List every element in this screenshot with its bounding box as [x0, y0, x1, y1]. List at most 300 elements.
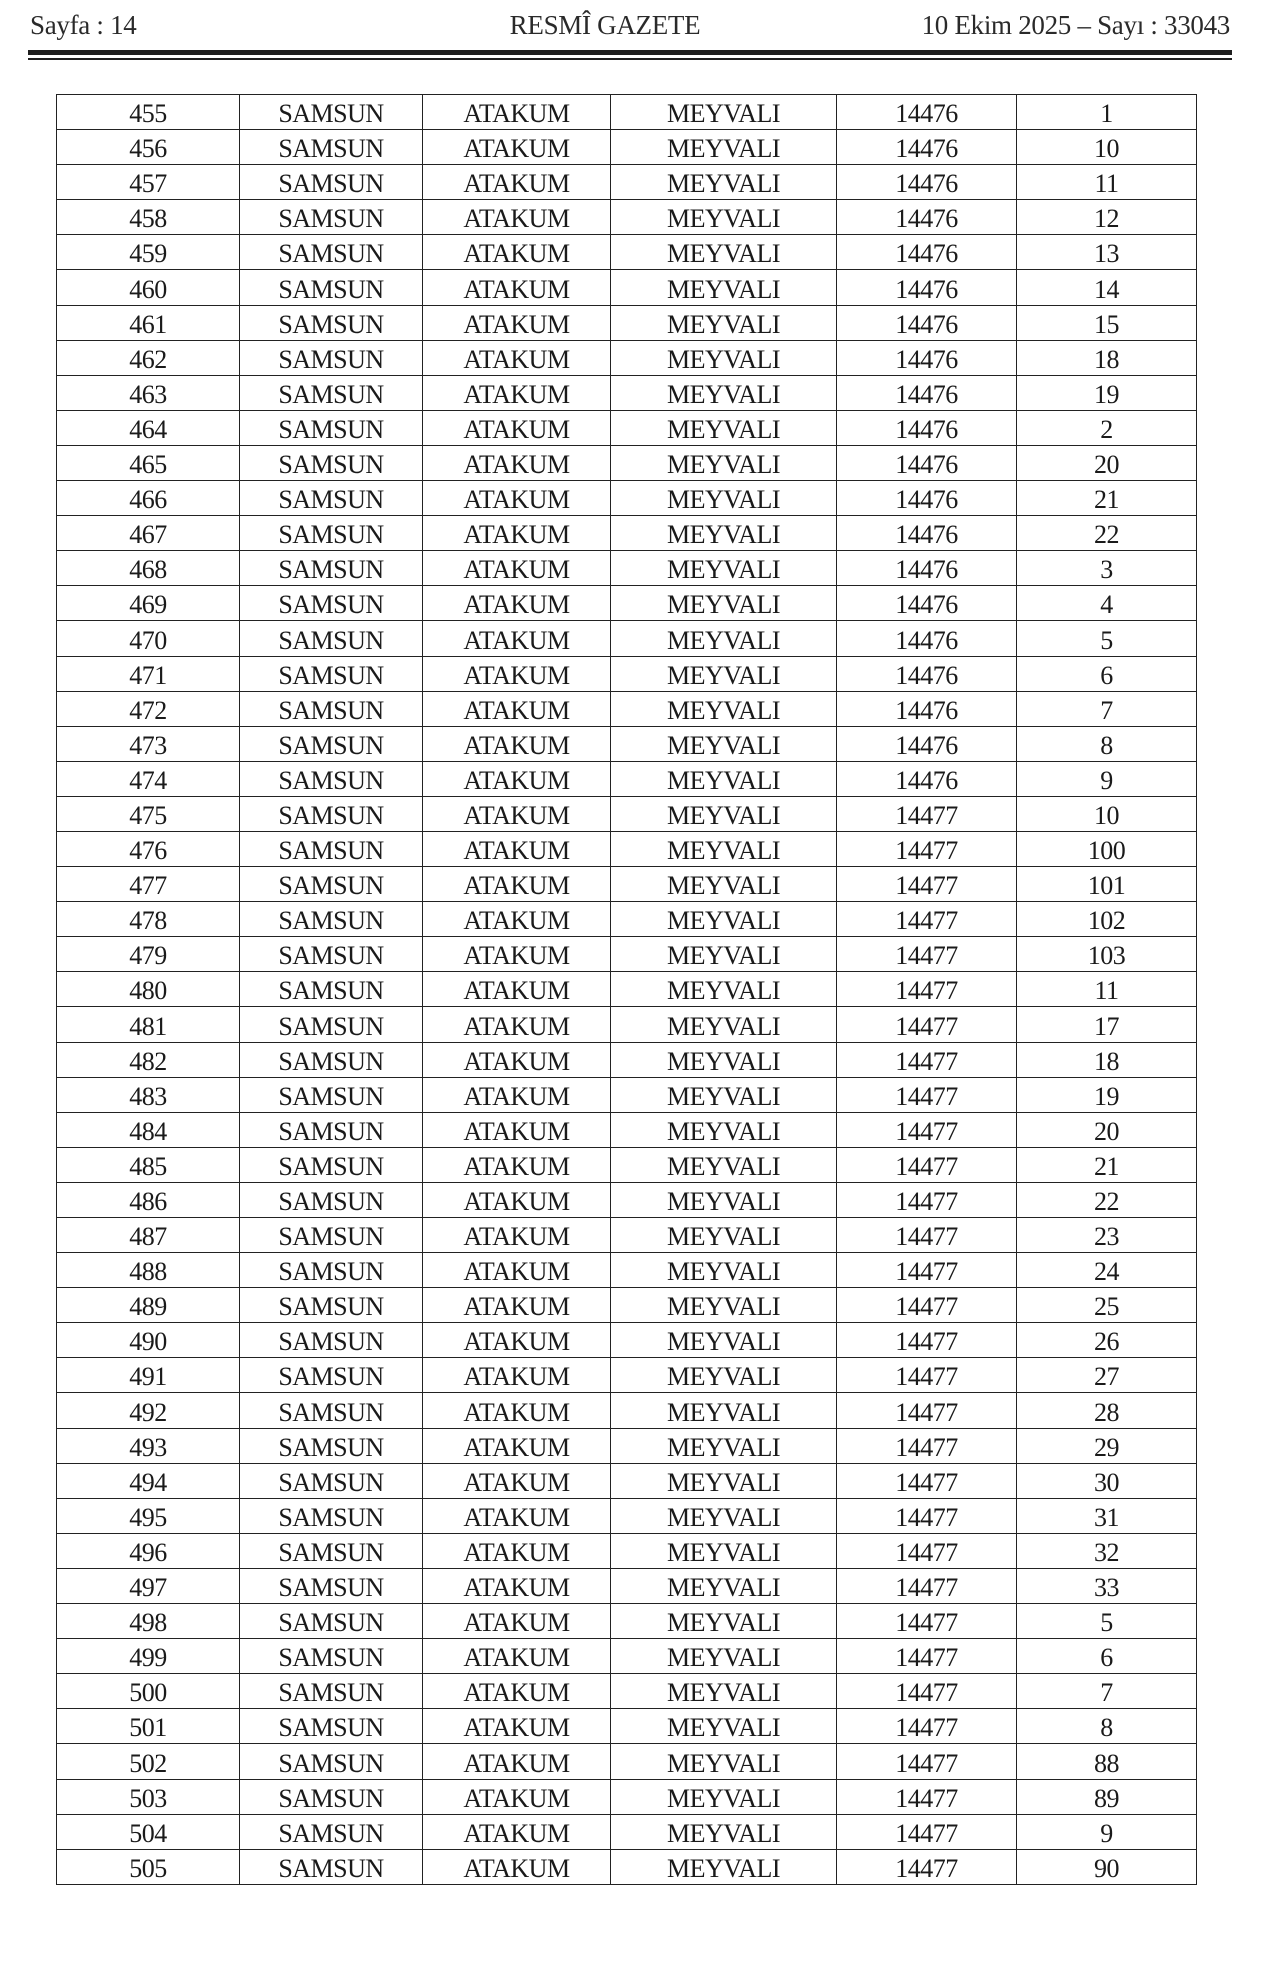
- parcel-number-cell: 18: [1017, 1042, 1197, 1077]
- neighborhood-cell: MEYVALI: [611, 410, 837, 445]
- table-row: [57, 1077, 1197, 1112]
- row-number-cell: 457: [57, 165, 240, 200]
- province-cell: SAMSUN: [240, 270, 423, 305]
- block-number-cell: 14477: [837, 1147, 1017, 1182]
- parcel-number-cell: 101: [1017, 867, 1197, 902]
- block-number-cell: 14476: [837, 410, 1017, 445]
- parcel-number-cell: 9: [1017, 1814, 1197, 1849]
- neighborhood-cell: MEYVALI: [611, 1533, 837, 1568]
- block-number-cell: 14477: [837, 1042, 1017, 1077]
- neighborhood-cell: MEYVALI: [611, 656, 837, 691]
- block-number-cell: 14477: [837, 1182, 1017, 1217]
- parcel-number-cell: 11: [1017, 165, 1197, 200]
- block-number-cell: 14476: [837, 656, 1017, 691]
- table-row: [57, 796, 1197, 831]
- parcel-number-cell: 20: [1017, 1112, 1197, 1147]
- block-number-cell: 14477: [837, 1849, 1017, 1884]
- row-number-cell: 456: [57, 130, 240, 165]
- row-number-cell: 476: [57, 831, 240, 866]
- block-number-cell: 14477: [837, 1358, 1017, 1393]
- block-number-cell: 14476: [837, 621, 1017, 656]
- table-row: [57, 1744, 1197, 1779]
- block-number-cell: 14477: [837, 1533, 1017, 1568]
- province-cell: SAMSUN: [240, 1182, 423, 1217]
- table-row: [57, 551, 1197, 586]
- row-number-cell: 473: [57, 726, 240, 761]
- province-cell: SAMSUN: [240, 1674, 423, 1709]
- block-number-cell: 14477: [837, 1639, 1017, 1674]
- district-cell: ATAKUM: [423, 1498, 611, 1533]
- neighborhood-cell: MEYVALI: [611, 130, 837, 165]
- table-row: [57, 200, 1197, 235]
- table-row: [57, 1358, 1197, 1393]
- table-row: [57, 1253, 1197, 1288]
- table-row: [57, 691, 1197, 726]
- block-number-cell: 14476: [837, 726, 1017, 761]
- block-number-cell: 14476: [837, 375, 1017, 410]
- parcel-number-cell: 7: [1017, 1674, 1197, 1709]
- table-row: [57, 1042, 1197, 1077]
- row-number-cell: 482: [57, 1042, 240, 1077]
- row-number-cell: 477: [57, 867, 240, 902]
- neighborhood-cell: MEYVALI: [611, 445, 837, 480]
- province-cell: SAMSUN: [240, 1288, 423, 1323]
- header-rule-thick: [28, 50, 1232, 55]
- neighborhood-cell: MEYVALI: [611, 1779, 837, 1814]
- row-number-cell: 501: [57, 1709, 240, 1744]
- block-number-cell: 14477: [837, 831, 1017, 866]
- parcel-number-cell: 9: [1017, 761, 1197, 796]
- row-number-cell: 468: [57, 551, 240, 586]
- block-number-cell: 14476: [837, 130, 1017, 165]
- table-row: [57, 165, 1197, 200]
- district-cell: ATAKUM: [423, 621, 611, 656]
- neighborhood-cell: MEYVALI: [611, 1463, 837, 1498]
- neighborhood-cell: MEYVALI: [611, 1288, 837, 1323]
- neighborhood-cell: MEYVALI: [611, 1604, 837, 1639]
- table-row: [57, 761, 1197, 796]
- parcel-number-cell: 31: [1017, 1498, 1197, 1533]
- parcel-number-cell: 30: [1017, 1463, 1197, 1498]
- table-row: [57, 410, 1197, 445]
- block-number-cell: 14476: [837, 551, 1017, 586]
- table-row: [57, 1604, 1197, 1639]
- table-row: [57, 1112, 1197, 1147]
- district-cell: ATAKUM: [423, 1393, 611, 1428]
- parcel-number-cell: 88: [1017, 1744, 1197, 1779]
- province-cell: SAMSUN: [240, 1147, 423, 1182]
- province-cell: SAMSUN: [240, 1604, 423, 1639]
- row-number-cell: 486: [57, 1182, 240, 1217]
- parcel-number-cell: 27: [1017, 1358, 1197, 1393]
- province-cell: SAMSUN: [240, 1463, 423, 1498]
- district-cell: ATAKUM: [423, 761, 611, 796]
- row-number-cell: 502: [57, 1744, 240, 1779]
- parcel-number-cell: 14: [1017, 270, 1197, 305]
- province-cell: SAMSUN: [240, 410, 423, 445]
- parcel-number-cell: 7: [1017, 691, 1197, 726]
- table-row: [57, 1147, 1197, 1182]
- block-number-cell: 14477: [837, 867, 1017, 902]
- parcel-number-cell: 1: [1017, 95, 1197, 130]
- district-cell: ATAKUM: [423, 831, 611, 866]
- parcel-number-cell: 15: [1017, 305, 1197, 340]
- neighborhood-cell: MEYVALI: [611, 621, 837, 656]
- block-number-cell: 14476: [837, 305, 1017, 340]
- table-row: [57, 305, 1197, 340]
- neighborhood-cell: MEYVALI: [611, 516, 837, 551]
- province-cell: SAMSUN: [240, 1428, 423, 1463]
- parcel-number-cell: 13: [1017, 235, 1197, 270]
- block-number-cell: 14477: [837, 937, 1017, 972]
- district-cell: ATAKUM: [423, 1042, 611, 1077]
- district-cell: ATAKUM: [423, 410, 611, 445]
- parcel-number-cell: 24: [1017, 1253, 1197, 1288]
- table-row: [57, 1182, 1197, 1217]
- province-cell: SAMSUN: [240, 516, 423, 551]
- parcel-number-cell: 10: [1017, 130, 1197, 165]
- table-row: [57, 937, 1197, 972]
- district-cell: ATAKUM: [423, 1218, 611, 1253]
- province-cell: SAMSUN: [240, 867, 423, 902]
- neighborhood-cell: MEYVALI: [611, 1428, 837, 1463]
- row-number-cell: 488: [57, 1253, 240, 1288]
- district-cell: ATAKUM: [423, 1814, 611, 1849]
- row-number-cell: 489: [57, 1288, 240, 1323]
- district-cell: ATAKUM: [423, 130, 611, 165]
- province-cell: SAMSUN: [240, 235, 423, 270]
- district-cell: ATAKUM: [423, 1077, 611, 1112]
- neighborhood-cell: MEYVALI: [611, 551, 837, 586]
- row-number-cell: 491: [57, 1358, 240, 1393]
- table-row: [57, 1393, 1197, 1428]
- district-cell: ATAKUM: [423, 445, 611, 480]
- block-number-cell: 14477: [837, 1323, 1017, 1358]
- parcel-number-cell: 19: [1017, 375, 1197, 410]
- province-cell: SAMSUN: [240, 340, 423, 375]
- district-cell: ATAKUM: [423, 586, 611, 621]
- district-cell: ATAKUM: [423, 1428, 611, 1463]
- parcel-number-cell: 18: [1017, 340, 1197, 375]
- row-number-cell: 469: [57, 586, 240, 621]
- block-number-cell: 14476: [837, 481, 1017, 516]
- district-cell: ATAKUM: [423, 200, 611, 235]
- table-row: [57, 1463, 1197, 1498]
- district-cell: ATAKUM: [423, 1147, 611, 1182]
- province-cell: SAMSUN: [240, 1042, 423, 1077]
- parcel-number-cell: 22: [1017, 1182, 1197, 1217]
- parcel-number-cell: 10: [1017, 796, 1197, 831]
- row-number-cell: 466: [57, 481, 240, 516]
- row-number-cell: 485: [57, 1147, 240, 1182]
- parcel-number-cell: 12: [1017, 200, 1197, 235]
- parcel-number-cell: 5: [1017, 1604, 1197, 1639]
- neighborhood-cell: MEYVALI: [611, 1744, 837, 1779]
- parcel-number-cell: 4: [1017, 586, 1197, 621]
- table-row: [57, 656, 1197, 691]
- publication-title: RESMÎ GAZETE: [509, 10, 701, 40]
- neighborhood-cell: MEYVALI: [611, 1393, 837, 1428]
- neighborhood-cell: MEYVALI: [611, 691, 837, 726]
- parcel-number-cell: 21: [1017, 1147, 1197, 1182]
- parcel-number-cell: 29: [1017, 1428, 1197, 1463]
- parcel-number-cell: 8: [1017, 1709, 1197, 1744]
- province-cell: SAMSUN: [240, 445, 423, 480]
- district-cell: ATAKUM: [423, 656, 611, 691]
- province-cell: SAMSUN: [240, 1533, 423, 1568]
- province-cell: SAMSUN: [240, 1568, 423, 1603]
- block-number-cell: 14477: [837, 1218, 1017, 1253]
- table-row: [57, 726, 1197, 761]
- neighborhood-cell: MEYVALI: [611, 305, 837, 340]
- table-row: [57, 1814, 1197, 1849]
- block-number-cell: 14477: [837, 1498, 1017, 1533]
- neighborhood-cell: MEYVALI: [611, 270, 837, 305]
- province-cell: SAMSUN: [240, 1358, 423, 1393]
- district-cell: ATAKUM: [423, 1779, 611, 1814]
- row-number-cell: 483: [57, 1077, 240, 1112]
- row-number-cell: 494: [57, 1463, 240, 1498]
- row-number-cell: 463: [57, 375, 240, 410]
- table-row: [57, 1849, 1197, 1884]
- block-number-cell: 14476: [837, 95, 1017, 130]
- parcel-number-cell: 33: [1017, 1568, 1197, 1603]
- district-cell: ATAKUM: [423, 516, 611, 551]
- district-cell: ATAKUM: [423, 902, 611, 937]
- province-cell: SAMSUN: [240, 1323, 423, 1358]
- parcel-number-cell: 90: [1017, 1849, 1197, 1884]
- province-cell: SAMSUN: [240, 1498, 423, 1533]
- neighborhood-cell: MEYVALI: [611, 1674, 837, 1709]
- neighborhood-cell: MEYVALI: [611, 375, 837, 410]
- district-cell: ATAKUM: [423, 1182, 611, 1217]
- district-cell: ATAKUM: [423, 1674, 611, 1709]
- district-cell: ATAKUM: [423, 551, 611, 586]
- province-cell: SAMSUN: [240, 621, 423, 656]
- block-number-cell: 14477: [837, 902, 1017, 937]
- district-cell: ATAKUM: [423, 1604, 611, 1639]
- table-row: [57, 621, 1197, 656]
- parcel-number-cell: 22: [1017, 516, 1197, 551]
- block-number-cell: 14476: [837, 340, 1017, 375]
- neighborhood-cell: MEYVALI: [611, 1077, 837, 1112]
- neighborhood-cell: MEYVALI: [611, 200, 837, 235]
- row-number-cell: 458: [57, 200, 240, 235]
- row-number-cell: 496: [57, 1533, 240, 1568]
- row-number-cell: 500: [57, 1674, 240, 1709]
- block-number-cell: 14477: [837, 796, 1017, 831]
- table-row: [57, 831, 1197, 866]
- table-row: [57, 130, 1197, 165]
- row-number-cell: 497: [57, 1568, 240, 1603]
- row-number-cell: 470: [57, 621, 240, 656]
- province-cell: SAMSUN: [240, 1393, 423, 1428]
- province-cell: SAMSUN: [240, 761, 423, 796]
- neighborhood-cell: MEYVALI: [611, 1042, 837, 1077]
- row-number-cell: 480: [57, 972, 240, 1007]
- block-number-cell: 14477: [837, 1604, 1017, 1639]
- block-number-cell: 14476: [837, 165, 1017, 200]
- neighborhood-cell: MEYVALI: [611, 1007, 837, 1042]
- province-cell: SAMSUN: [240, 831, 423, 866]
- district-cell: ATAKUM: [423, 796, 611, 831]
- neighborhood-cell: MEYVALI: [611, 796, 837, 831]
- parcel-number-cell: 20: [1017, 445, 1197, 480]
- parcel-number-cell: 11: [1017, 972, 1197, 1007]
- table-row: [57, 270, 1197, 305]
- row-number-cell: 471: [57, 656, 240, 691]
- row-number-cell: 484: [57, 1112, 240, 1147]
- province-cell: SAMSUN: [240, 1744, 423, 1779]
- parcel-number-cell: 89: [1017, 1779, 1197, 1814]
- block-number-cell: 14477: [837, 1814, 1017, 1849]
- neighborhood-cell: MEYVALI: [611, 972, 837, 1007]
- neighborhood-cell: MEYVALI: [611, 1218, 837, 1253]
- block-number-cell: 14477: [837, 1709, 1017, 1744]
- table-row: [57, 1498, 1197, 1533]
- block-number-cell: 14477: [837, 1428, 1017, 1463]
- district-cell: ATAKUM: [423, 481, 611, 516]
- block-number-cell: 14476: [837, 516, 1017, 551]
- province-cell: SAMSUN: [240, 551, 423, 586]
- province-cell: SAMSUN: [240, 1849, 423, 1884]
- table-row: [57, 586, 1197, 621]
- block-number-cell: 14477: [837, 1674, 1017, 1709]
- block-number-cell: 14477: [837, 1744, 1017, 1779]
- row-number-cell: 460: [57, 270, 240, 305]
- parcel-number-cell: 2: [1017, 410, 1197, 445]
- block-number-cell: 14477: [837, 1463, 1017, 1498]
- neighborhood-cell: MEYVALI: [611, 937, 837, 972]
- neighborhood-cell: MEYVALI: [611, 1639, 837, 1674]
- table-row: [57, 235, 1197, 270]
- neighborhood-cell: MEYVALI: [611, 1323, 837, 1358]
- parcel-number-cell: 26: [1017, 1323, 1197, 1358]
- row-number-cell: 490: [57, 1323, 240, 1358]
- province-cell: SAMSUN: [240, 656, 423, 691]
- neighborhood-cell: MEYVALI: [611, 831, 837, 866]
- district-cell: ATAKUM: [423, 1253, 611, 1288]
- row-number-cell: 481: [57, 1007, 240, 1042]
- row-number-cell: 504: [57, 1814, 240, 1849]
- neighborhood-cell: MEYVALI: [611, 1253, 837, 1288]
- neighborhood-cell: MEYVALI: [611, 586, 837, 621]
- district-cell: ATAKUM: [423, 235, 611, 270]
- table-row: [57, 972, 1197, 1007]
- row-number-cell: 478: [57, 902, 240, 937]
- table-row: [57, 1323, 1197, 1358]
- district-cell: ATAKUM: [423, 937, 611, 972]
- block-number-cell: 14476: [837, 235, 1017, 270]
- parcel-number-cell: 17: [1017, 1007, 1197, 1042]
- table-row: [57, 445, 1197, 480]
- block-number-cell: 14477: [837, 1077, 1017, 1112]
- block-number-cell: 14476: [837, 586, 1017, 621]
- district-cell: ATAKUM: [423, 375, 611, 410]
- district-cell: ATAKUM: [423, 1639, 611, 1674]
- row-number-cell: 493: [57, 1428, 240, 1463]
- neighborhood-cell: MEYVALI: [611, 867, 837, 902]
- district-cell: ATAKUM: [423, 1323, 611, 1358]
- block-number-cell: 14476: [837, 270, 1017, 305]
- block-number-cell: 14477: [837, 972, 1017, 1007]
- parcel-number-cell: 6: [1017, 1639, 1197, 1674]
- table-row: [57, 1568, 1197, 1603]
- province-cell: SAMSUN: [240, 130, 423, 165]
- table-row: [57, 1428, 1197, 1463]
- neighborhood-cell: MEYVALI: [611, 481, 837, 516]
- province-cell: SAMSUN: [240, 1218, 423, 1253]
- table-row: [57, 95, 1197, 130]
- district-cell: ATAKUM: [423, 691, 611, 726]
- parcel-number-cell: 100: [1017, 831, 1197, 866]
- neighborhood-cell: MEYVALI: [611, 761, 837, 796]
- neighborhood-cell: MEYVALI: [611, 1814, 837, 1849]
- table-row: [57, 1709, 1197, 1744]
- district-cell: ATAKUM: [423, 1568, 611, 1603]
- row-number-cell: 461: [57, 305, 240, 340]
- parcel-number-cell: 32: [1017, 1533, 1197, 1568]
- neighborhood-cell: MEYVALI: [611, 1182, 837, 1217]
- province-cell: SAMSUN: [240, 1253, 423, 1288]
- neighborhood-cell: MEYVALI: [611, 726, 837, 761]
- district-cell: ATAKUM: [423, 1007, 611, 1042]
- block-number-cell: 14476: [837, 691, 1017, 726]
- row-number-cell: 465: [57, 445, 240, 480]
- table-row: [57, 902, 1197, 937]
- neighborhood-cell: MEYVALI: [611, 165, 837, 200]
- block-number-cell: 14477: [837, 1393, 1017, 1428]
- row-number-cell: 499: [57, 1639, 240, 1674]
- row-number-cell: 487: [57, 1218, 240, 1253]
- neighborhood-cell: MEYVALI: [611, 902, 837, 937]
- row-number-cell: 475: [57, 796, 240, 831]
- block-number-cell: 14477: [837, 1288, 1017, 1323]
- row-number-cell: 505: [57, 1849, 240, 1884]
- province-cell: SAMSUN: [240, 95, 423, 130]
- district-cell: ATAKUM: [423, 165, 611, 200]
- row-number-cell: 467: [57, 516, 240, 551]
- province-cell: SAMSUN: [240, 200, 423, 235]
- parcel-number-cell: 21: [1017, 481, 1197, 516]
- parcel-number-cell: 6: [1017, 656, 1197, 691]
- block-number-cell: 14477: [837, 1007, 1017, 1042]
- row-number-cell: 498: [57, 1604, 240, 1639]
- table-row: [57, 340, 1197, 375]
- parcel-number-cell: 3: [1017, 551, 1197, 586]
- neighborhood-cell: MEYVALI: [611, 1498, 837, 1533]
- neighborhood-cell: MEYVALI: [611, 1568, 837, 1603]
- neighborhood-cell: MEYVALI: [611, 95, 837, 130]
- block-number-cell: 14477: [837, 1112, 1017, 1147]
- province-cell: SAMSUN: [240, 1112, 423, 1147]
- district-cell: ATAKUM: [423, 1358, 611, 1393]
- block-number-cell: 14477: [837, 1779, 1017, 1814]
- province-cell: SAMSUN: [240, 1814, 423, 1849]
- district-cell: ATAKUM: [423, 270, 611, 305]
- district-cell: ATAKUM: [423, 972, 611, 1007]
- table-row: [57, 516, 1197, 551]
- parcel-number-cell: 5: [1017, 621, 1197, 656]
- row-number-cell: 495: [57, 1498, 240, 1533]
- table-row: [57, 1007, 1197, 1042]
- province-cell: SAMSUN: [240, 481, 423, 516]
- province-cell: SAMSUN: [240, 1007, 423, 1042]
- province-cell: SAMSUN: [240, 972, 423, 1007]
- province-cell: SAMSUN: [240, 305, 423, 340]
- district-cell: ATAKUM: [423, 726, 611, 761]
- table-row: [57, 1674, 1197, 1709]
